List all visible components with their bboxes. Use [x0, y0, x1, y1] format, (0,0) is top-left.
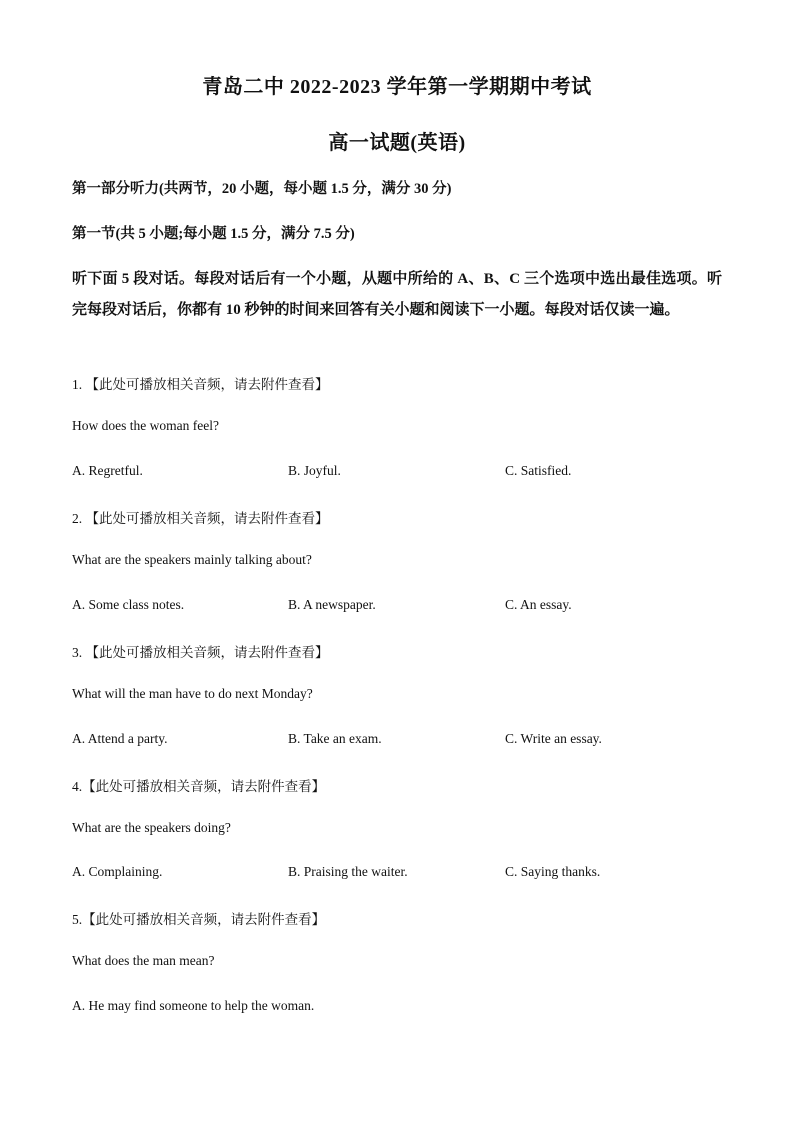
exam-title: 青岛二中 2022-2023 学年第一学期期中考试 — [202, 76, 592, 98]
question-4-option-a[interactable]: A. Complaining. — [72, 864, 163, 879]
question-4-audio-note[interactable]: 4.【此处可播放相关音频，请去附件查看】 — [72, 779, 326, 794]
question-3-option-a[interactable]: A. Attend a party. — [72, 731, 168, 746]
part-one-heading: 第一部分听力(共两节，20 小题，每小题 1.5 分，满分 30 分) — [72, 181, 452, 197]
question-1-text: How does the woman feel? — [72, 418, 219, 433]
question-2-option-c[interactable]: C. An essay. — [505, 597, 572, 612]
question-5-text: What does the man mean? — [72, 953, 215, 968]
question-3-option-c[interactable]: C. Write an essay. — [505, 731, 602, 746]
question-2-text: What are the speakers mainly talking about? — [72, 552, 312, 567]
question-1-option-c[interactable]: C. Satisfied. — [505, 463, 572, 478]
question-3-audio-note[interactable]: 3. 【此处可播放相关音频，请去附件查看】 — [72, 645, 329, 660]
instructions-paragraph: 听下面 5 段对话。每段对话后有一个小题，从题中所给的 A、B、C 三个选项中选出最佳选项。听完每段对话后，你都有 10 秒钟的时间来回答有关小题和阅读下一小题。每段对话仅读一遍。 — [72, 271, 722, 318]
exam-subtitle: 高一试题(英语) — [328, 132, 466, 154]
question-4-option-b[interactable]: B. Praising the waiter. — [288, 864, 408, 879]
question-1-audio-note[interactable]: 1. 【此处可播放相关音频，请去附件查看】 — [72, 377, 329, 392]
section-one-heading: 第一节(共 5 小题;每小题 1.5 分，满分 7.5 分) — [72, 226, 355, 242]
question-3-option-b[interactable]: B. Take an exam. — [288, 731, 382, 746]
question-4-text: What are the speakers doing? — [72, 820, 231, 835]
question-4-option-c[interactable]: C. Saying thanks. — [505, 864, 601, 879]
question-5-audio-note[interactable]: 5.【此处可播放相关音频，请去附件查看】 — [72, 912, 326, 927]
question-2-option-b[interactable]: B. A newspaper. — [288, 597, 376, 612]
question-2-audio-note[interactable]: 2. 【此处可播放相关音频，请去附件查看】 — [72, 511, 329, 526]
question-5-option-a[interactable]: A. He may find someone to help the woman. — [72, 998, 315, 1013]
question-1-option-a[interactable]: A. Regretful. — [72, 463, 143, 478]
question-1-option-b[interactable]: B. Joyful. — [288, 463, 341, 478]
question-3-text: What will the man have to do next Monday? — [72, 686, 313, 701]
question-2-option-a[interactable]: A. Some class notes. — [72, 597, 185, 612]
